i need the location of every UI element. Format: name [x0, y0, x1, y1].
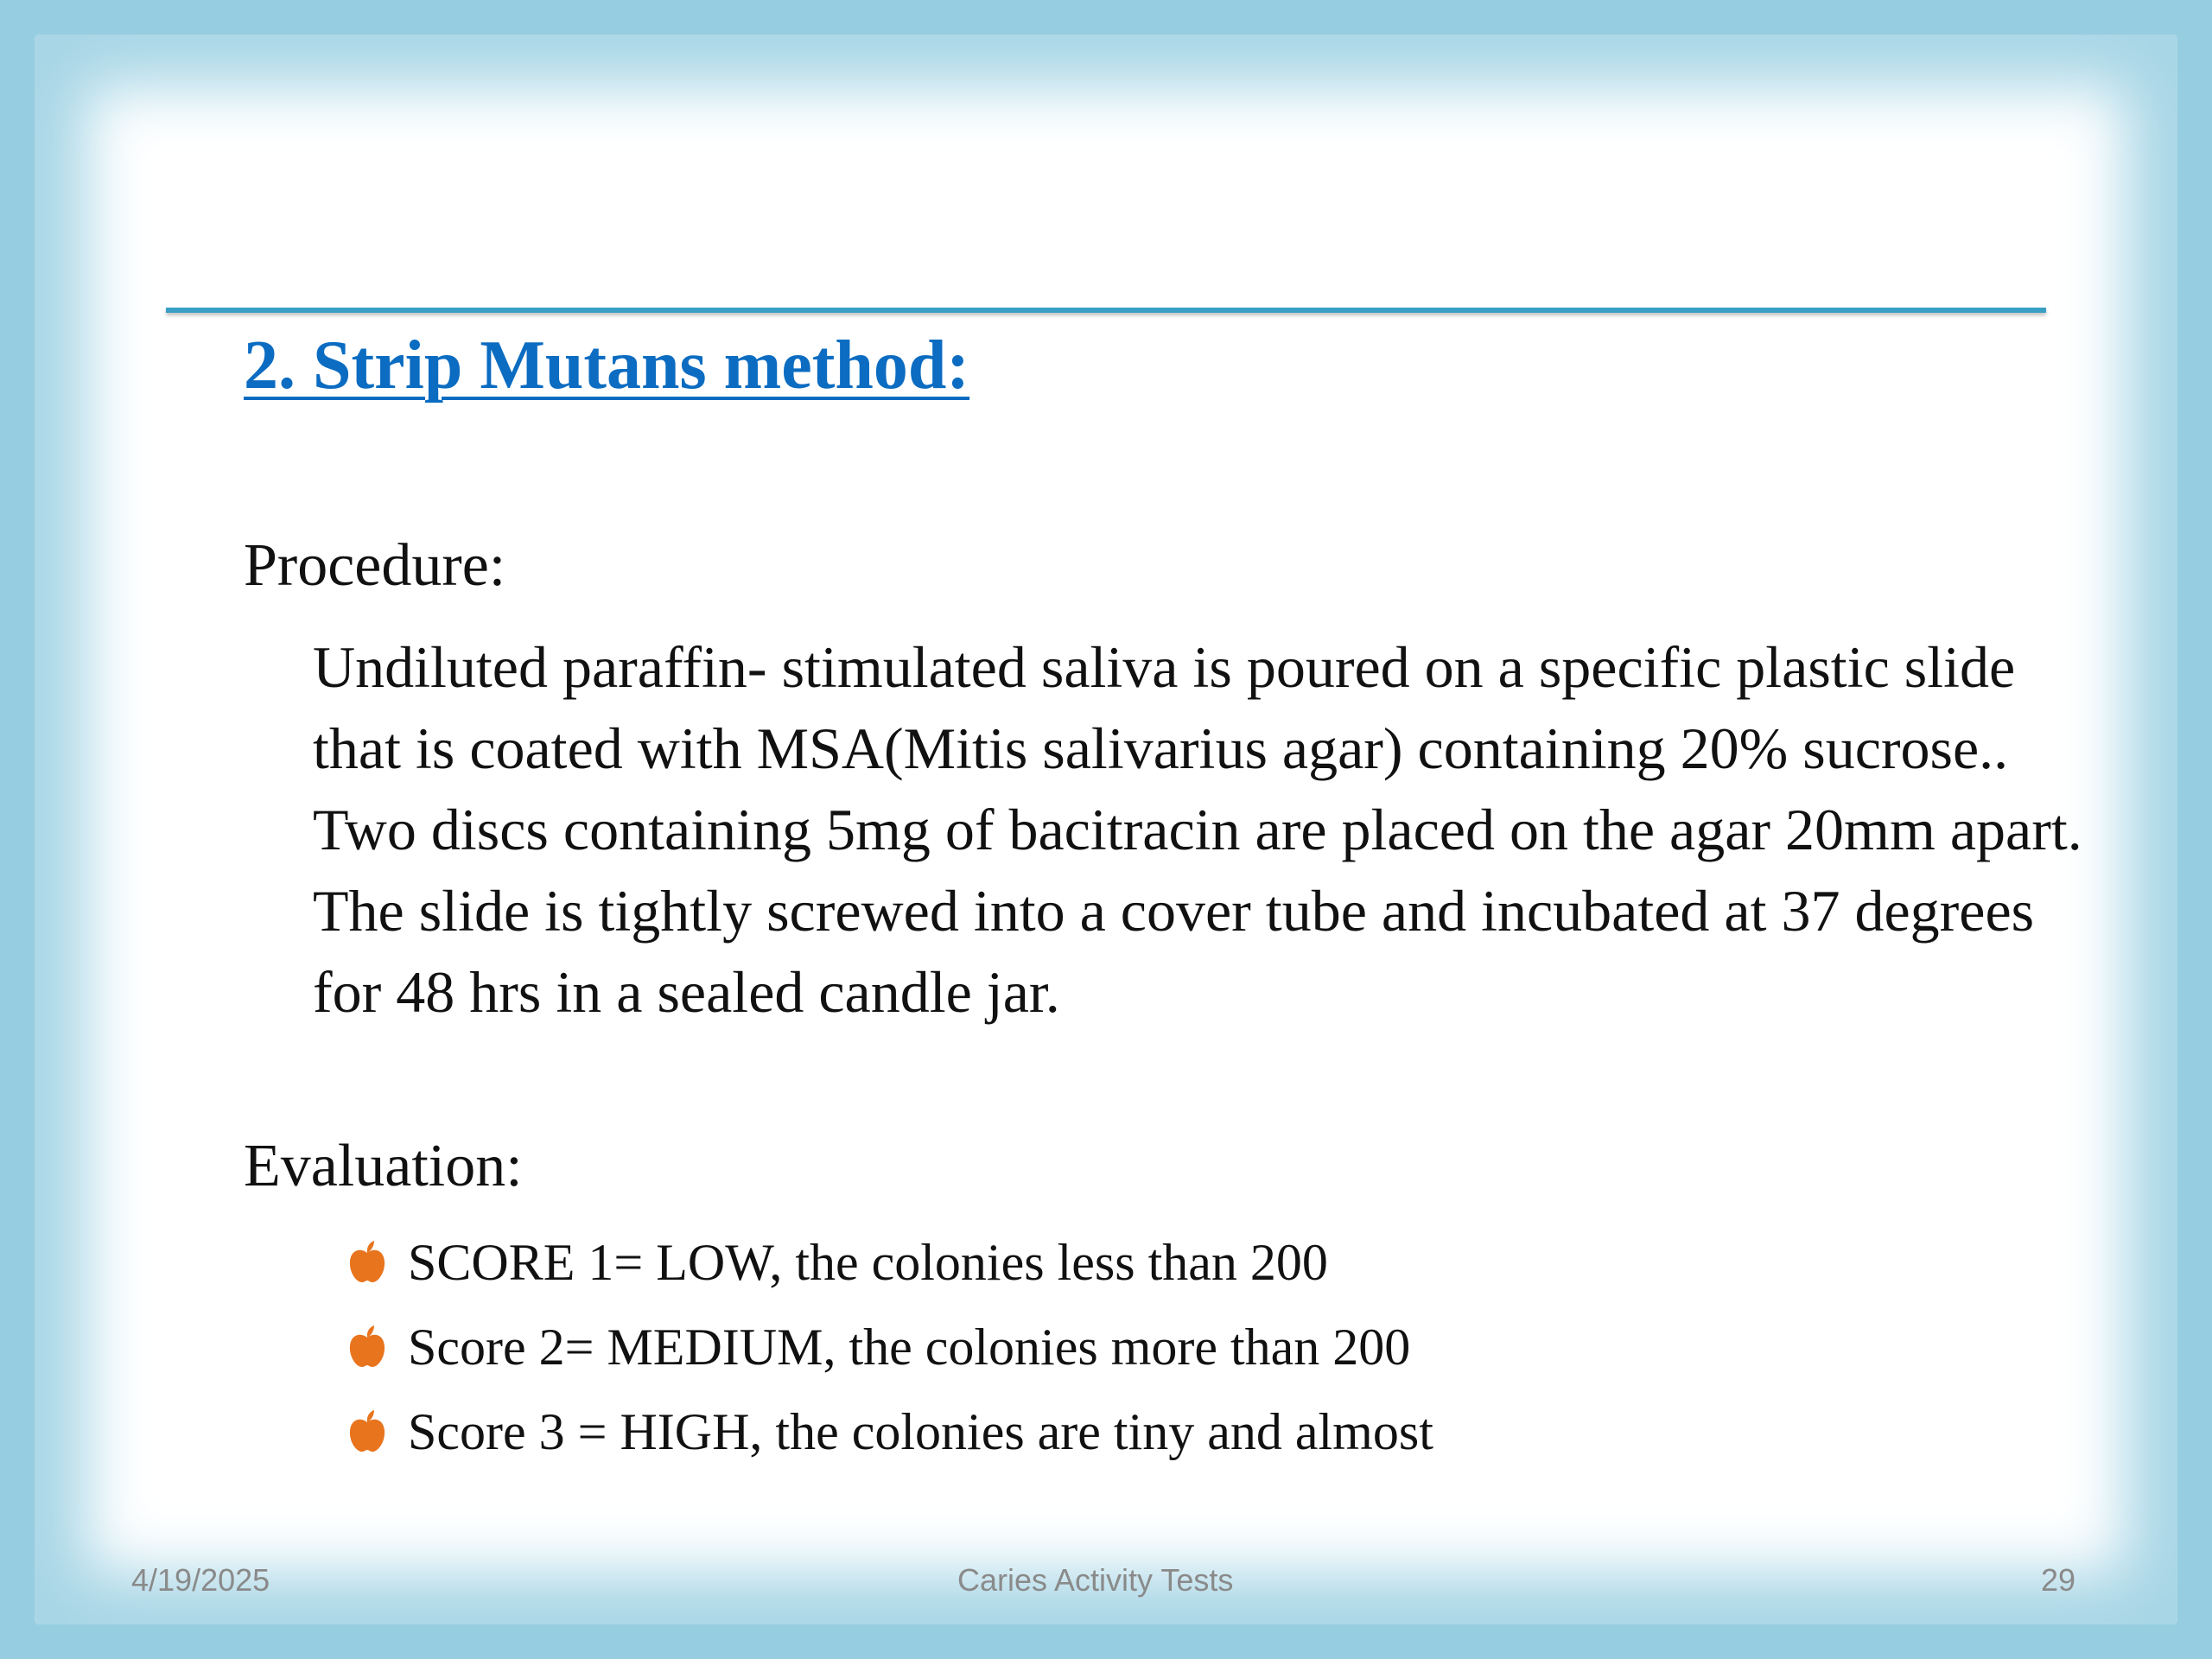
evaluation-list — [347, 1220, 1433, 1474]
footer-title: Caries Activity Tests — [957, 1562, 1234, 1598]
evaluation-item — [347, 1220, 1433, 1305]
evaluation-heading: Evaluation: — [244, 1133, 523, 1199]
procedure-text: Undiluted paraffin- stimulated saliva is poured on a specific plastic slide that is coated with MSA(Mitis salivarius agar) containing 20% sucrose.. Two discs containing 5mg of bacitracin are placed on the agar 20mm apart. The slide is tightly screwed into a cover tube and incubated at 37 degrees for 48 hrs in a sealed candle jar. — [313, 634, 2082, 1025]
evaluation-item-text: Score 3 = HIGH, the colonies are tiny and almost — [408, 1402, 1433, 1460]
title-divider — [166, 308, 2046, 313]
apple-icon — [347, 1410, 387, 1453]
footer-date: 4/19/2025 — [131, 1562, 270, 1598]
apple-icon — [347, 1241, 387, 1284]
evaluation-item-text: SCORE 1= LOW, the colonies less than 200 — [408, 1233, 1328, 1291]
slide-title: 2. Strip Mutans method: — [244, 327, 970, 404]
evaluation-item — [347, 1389, 1433, 1474]
evaluation-item-text: Score 2= MEDIUM, the colonies more than 200 — [408, 1318, 1411, 1376]
procedure-heading: Procedure: — [244, 532, 506, 599]
page-number: 29 — [2041, 1562, 2076, 1598]
evaluation-item — [347, 1305, 1433, 1389]
apple-icon — [347, 1325, 387, 1369]
